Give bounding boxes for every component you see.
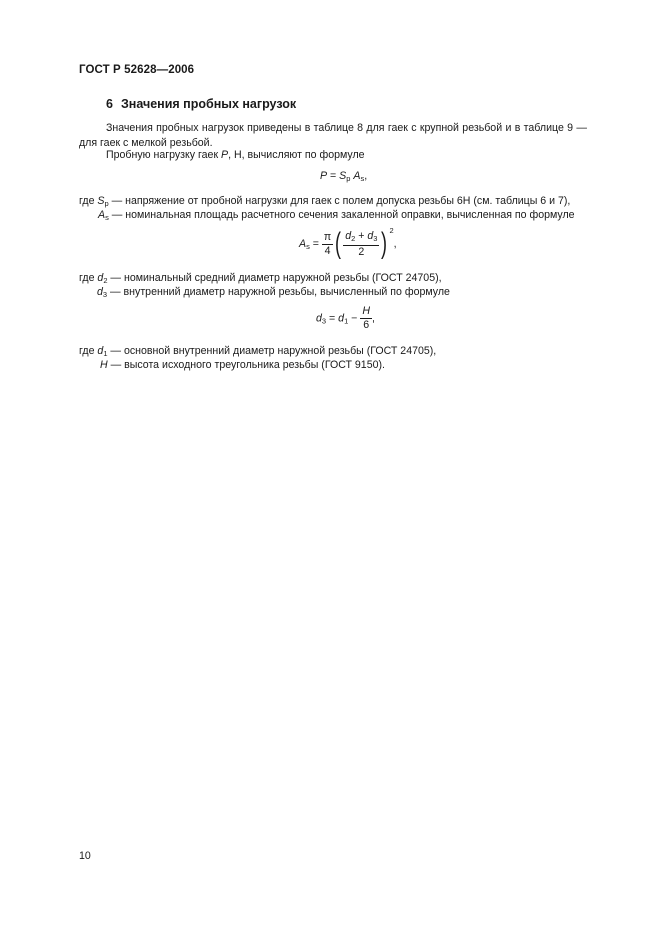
formula-punct: ,	[364, 170, 368, 182]
formula-operator: +	[355, 229, 368, 242]
formula-symbol: d	[367, 229, 374, 242]
section-title-text: Значения пробных нагрузок	[120, 97, 297, 111]
formula-symbol: d	[316, 312, 322, 325]
formula-symbol: P	[320, 170, 328, 182]
definition-symbol: d	[97, 272, 104, 284]
section-title	[106, 97, 296, 111]
definition-prefix: где	[79, 345, 98, 357]
definition-text: — высота исходного треугольника резьбы (ГОСТ 9150).	[107, 359, 385, 371]
definition-h	[100, 359, 385, 371]
paragraph-test-loads: Значения пробных нагрузок приведены в таблице 8 для гаек с крупной резьбой и в таблице 9 — для гаек с мелкой резьбой.	[79, 122, 587, 149]
paragraph-text: Пробную нагрузку гаек	[106, 149, 222, 161]
formula-operator: =	[327, 170, 340, 182]
formula-subscript: s	[306, 242, 310, 251]
formula-symbol: d	[338, 312, 345, 325]
formula-operator: =	[326, 312, 339, 325]
fraction-h-over-6	[360, 305, 372, 332]
formula-symbol: S	[339, 170, 347, 182]
definition-as	[98, 209, 575, 222]
fraction-numerator: π	[323, 230, 332, 243]
formula-symbol: A	[353, 170, 361, 182]
formula-symbol: A	[299, 238, 307, 251]
formula-symbol: d	[345, 229, 352, 242]
formula-operator: −	[348, 312, 358, 325]
formula-load	[320, 170, 367, 183]
definition-text: — напряжение от пробной нагрузки для гаек с полем допуска резьбы 6Н (см. таблицы 6 и 7),	[108, 195, 571, 207]
formula-subscript: 3	[373, 233, 378, 243]
fraction-numerator: H	[362, 305, 370, 317]
formula-subscript: 3	[321, 316, 327, 326]
fraction-denominator: 6	[363, 319, 370, 331]
formula-subscript: 1	[344, 316, 349, 326]
definition-subscript: p	[104, 199, 109, 208]
definition-d3	[97, 286, 450, 299]
variable-p: P	[221, 149, 229, 161]
definition-symbol: H	[100, 359, 108, 371]
definition-prefix: где	[79, 272, 98, 284]
definition-symbol: d	[97, 345, 104, 357]
formula-punct: ,	[393, 238, 397, 251]
paragraph-formula-intro	[79, 148, 587, 163]
fraction-denominator: 2	[358, 245, 365, 258]
definition-text: — основной внутренний диаметр наружной резьбы (ГОСТ 24705),	[107, 345, 437, 357]
fraction-denominator: 4	[324, 244, 331, 257]
definition-text: — номинальный средний диаметр наружной резьбы (ГОСТ 24705),	[107, 272, 442, 284]
formula-inner-diameter	[316, 305, 375, 332]
formula-exponent: 2	[389, 226, 394, 235]
document-header: ГОСТ Р 52628—2006	[79, 64, 195, 76]
formula-area	[299, 226, 397, 259]
definition-prefix: где	[79, 195, 98, 207]
formula-subscript: 2	[351, 233, 356, 243]
definition-symbol: d	[97, 286, 103, 298]
section-number: 6	[106, 97, 113, 111]
paragraph-text: , Н, вычисляют по формуле	[228, 149, 365, 161]
formula-subscript: p	[346, 174, 351, 183]
definition-symbol: A	[98, 209, 106, 221]
definition-d1	[79, 345, 436, 358]
definition-sp	[79, 195, 570, 208]
definition-text: — номинальная площадь расчетного сечения закаленной оправки, вычисленная по формуле	[108, 209, 575, 221]
definition-d2	[79, 272, 442, 285]
definition-text: — внутренний диаметр наружной резьбы, вычисленный по формуле	[107, 286, 450, 298]
formula-operator: =	[309, 238, 319, 251]
left-paren: (	[335, 227, 342, 261]
definition-symbol: S	[97, 195, 105, 207]
fraction-pi-over-4	[322, 231, 333, 258]
definition-subscript: 3	[102, 290, 108, 299]
definition-subscript: 1	[103, 349, 108, 358]
definition-subscript: s	[105, 213, 109, 222]
right-paren: )	[381, 227, 388, 261]
definition-subscript: 2	[103, 276, 108, 285]
fraction-mean-diameter	[343, 230, 379, 259]
formula-subscript: s	[360, 174, 365, 183]
formula-punct: ,	[371, 312, 375, 325]
fraction-numerator	[343, 230, 379, 246]
page-number: 10	[79, 850, 91, 862]
